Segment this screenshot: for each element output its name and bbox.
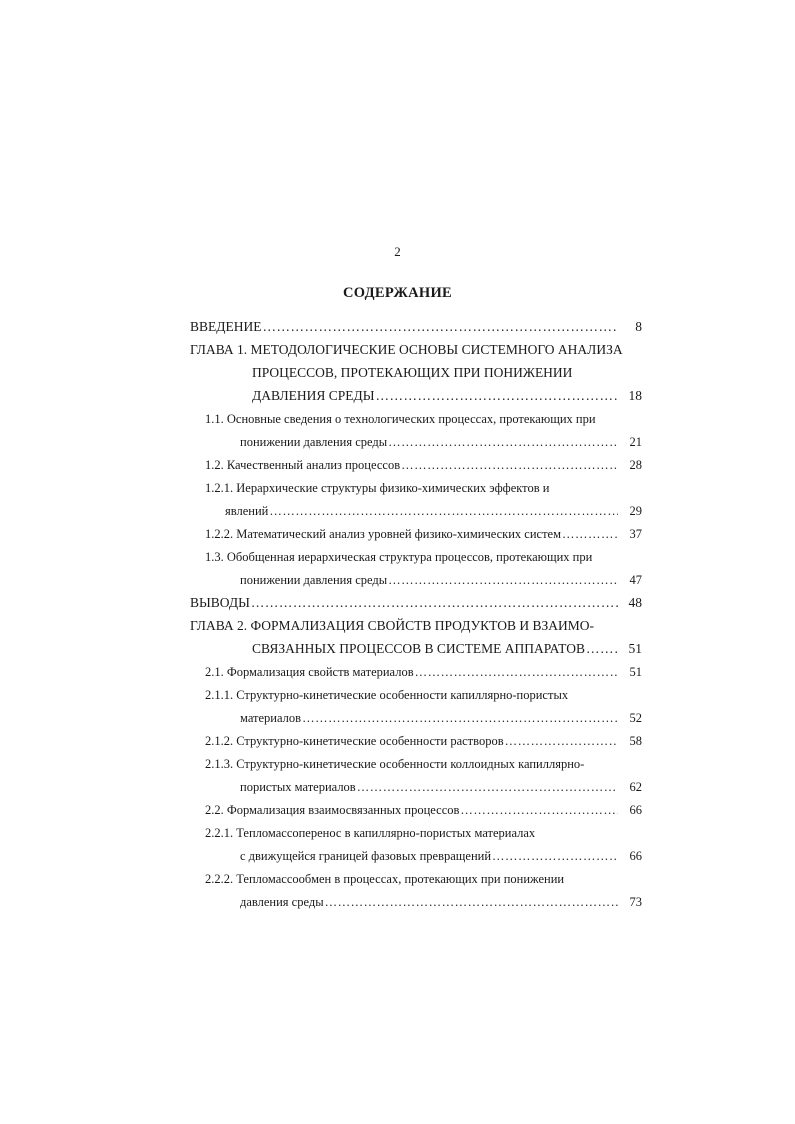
toc-entry-text: 1.2. Качественный анализ процессов <box>205 458 401 472</box>
toc-entry-text: 2.2.2. Тепломассообмен в процессах, протекающих при понижении <box>205 872 565 886</box>
toc-entry <box>0 432 795 452</box>
toc-entry-text: понижении давления среды <box>240 573 388 587</box>
leader-dots <box>269 501 618 521</box>
leader-dots <box>262 317 618 337</box>
toc-entry <box>0 685 795 705</box>
leader-dots <box>251 593 618 613</box>
toc-entry-page: 21 <box>629 435 642 449</box>
toc-entry-page: 29 <box>629 504 642 518</box>
toc-entry-text: ВЫВОДЫ <box>190 595 250 610</box>
toc-entry <box>0 823 795 843</box>
toc-entry <box>0 363 795 383</box>
leader-dots <box>460 800 618 820</box>
toc-entry-text: пористых материалов <box>240 780 356 794</box>
toc-entry <box>0 317 795 337</box>
toc-entry-page: 66 <box>629 849 642 863</box>
toc-entry-text: ДАВЛЕНИЯ СРЕДЫ <box>252 388 375 403</box>
toc-entry-page: 58 <box>629 734 642 748</box>
toc-entry-text: давления среды <box>240 895 324 909</box>
toc-entry-text: 2.2. Формализация взаимосвязанных процессов <box>205 803 460 817</box>
toc-entry-page: 28 <box>629 458 642 472</box>
leader-dots <box>415 662 618 682</box>
toc-entry-page: 47 <box>629 573 642 587</box>
page-number: 2 <box>394 244 401 259</box>
toc-entry <box>0 708 795 728</box>
toc-entry-page: 51 <box>628 641 642 656</box>
toc-entry <box>0 570 795 590</box>
toc-entry-page: 62 <box>629 780 642 794</box>
toc-entry-page: 37 <box>629 527 642 541</box>
toc-entry <box>0 524 795 544</box>
toc-title: СОДЕРЖАНИЕ <box>342 285 453 301</box>
toc-entry <box>0 547 795 567</box>
toc-entry <box>0 731 795 751</box>
toc-entry <box>0 777 795 797</box>
toc-entry-page: 73 <box>629 895 642 909</box>
toc-entry-page: 66 <box>629 803 642 817</box>
toc-entry-page: 51 <box>629 665 642 679</box>
toc-entry <box>0 892 795 912</box>
leader-dots <box>357 777 618 797</box>
toc-entry-text: 1.2.1. Иерархические структуры физико-химических эффектов и <box>205 481 550 495</box>
toc-entry <box>0 478 795 498</box>
toc-entry <box>0 662 795 682</box>
toc-entry-page: 48 <box>628 595 642 610</box>
toc-entry-text: ГЛАВА 2. ФОРМАЛИЗАЦИЯ СВОЙСТВ ПРОДУКТОВ И ВЗАИМО- <box>190 618 595 633</box>
toc-entry <box>0 754 795 774</box>
toc-entry <box>0 800 795 820</box>
leader-dots <box>401 455 618 475</box>
leader-dots <box>325 892 618 912</box>
toc-entry-text: 2.1.2. Структурно-кинетические особенности растворов <box>205 734 504 748</box>
leader-dots <box>388 432 618 452</box>
leader-dots <box>505 731 618 751</box>
toc-entry-text: 2.1.1. Структурно-кинетические особенности капиллярно-пористых <box>205 688 569 702</box>
toc-entry <box>0 639 795 659</box>
toc-entry <box>0 455 795 475</box>
toc-entry-text: ПРОЦЕССОВ, ПРОТЕКАЮЩИХ ПРИ ПОНИЖЕНИИ <box>252 365 573 380</box>
toc-entry <box>0 869 795 889</box>
leader-dots <box>562 524 618 544</box>
toc-entry-text: СВЯЗАННЫХ ПРОЦЕССОВ В СИСТЕМЕ АППАРАТОВ <box>252 641 585 656</box>
toc-entry-text: 2.1. Формализация свойств материалов <box>205 665 414 679</box>
toc-entry <box>0 340 795 360</box>
toc-entry-text: 1.1. Основные сведения о технологических процессах, протекающих при <box>205 412 596 426</box>
toc-entry-page: 8 <box>635 319 642 334</box>
toc-entry-text: понижении давления среды <box>240 435 388 449</box>
toc-entry-text: 2.1.3. Структурно-кинетические особенности коллоидных капиллярно- <box>205 757 585 771</box>
toc-entry-text: 2.2.1. Тепломассоперенос в капиллярно-пористых материалах <box>205 826 536 840</box>
toc-entry-text: с движущейся границей фазовых превращений <box>240 849 492 863</box>
toc-entry <box>0 501 795 521</box>
toc-entry-page: 18 <box>628 388 642 403</box>
leader-dots <box>492 846 618 866</box>
toc-entry-text: 1.3. Обобщенная иерархическая структура процессов, протекающих при <box>205 550 593 564</box>
toc-entry <box>0 593 795 613</box>
toc-entry <box>0 409 795 429</box>
toc-entry-text: ГЛАВА 1. МЕТОДОЛОГИЧЕСКИЕ ОСНОВЫ СИСТЕМНОГО АНАЛИЗА <box>190 342 623 357</box>
leader-dots <box>388 570 618 590</box>
leader-dots <box>375 386 618 406</box>
toc-entry <box>0 846 795 866</box>
toc-entry-page: 52 <box>629 711 642 725</box>
toc-entry-text: явлений <box>225 504 269 518</box>
toc-entry <box>0 386 795 406</box>
toc-entry-text: материалов <box>240 711 302 725</box>
leader-dots <box>302 708 618 728</box>
toc-entry <box>0 616 795 636</box>
toc-entry-text: 1.2.2. Математический анализ уровней физико-химических систем <box>205 527 562 541</box>
toc-entry-text: ВВЕДЕНИЕ <box>190 319 262 334</box>
